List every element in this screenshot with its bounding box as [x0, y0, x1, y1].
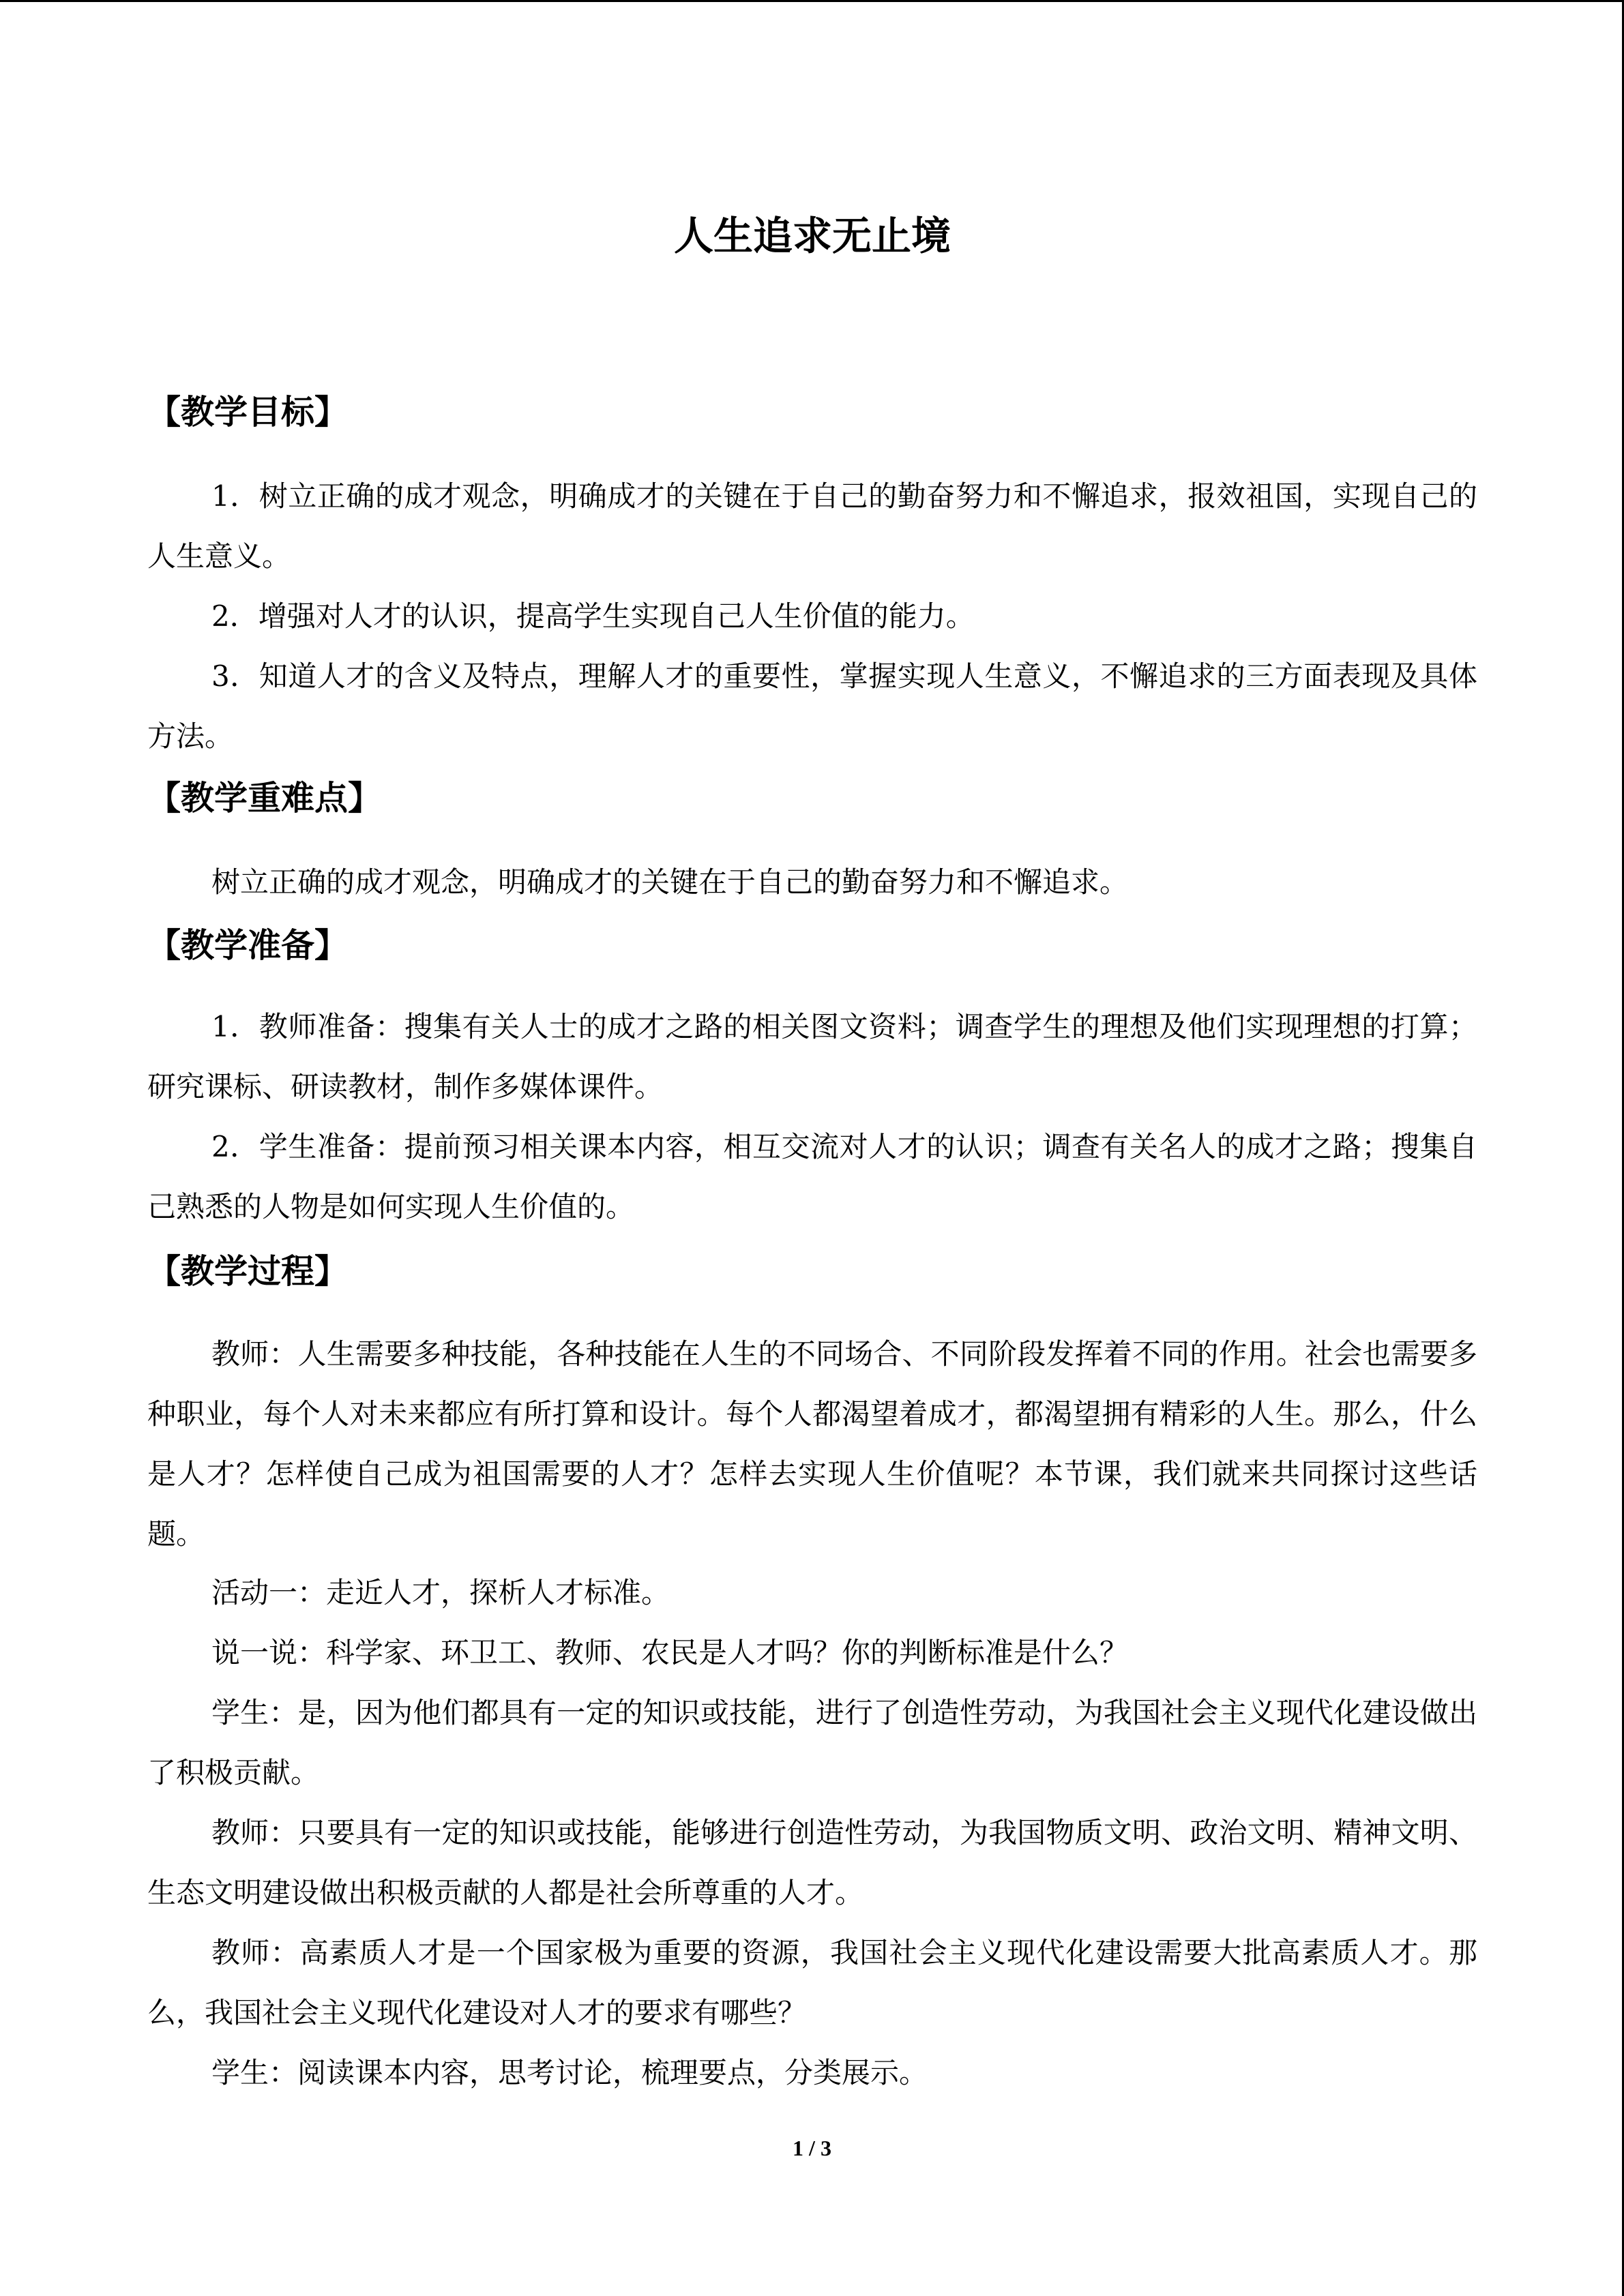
- key-point-item: 树立正确的成才观念，明确成才的关键在于自己的勤奋努力和不懈追求。: [211, 865, 1129, 899]
- preparation-item: 2．学生准备：提前预习相关课本内容，相互交流对人才的认识；调查有关名人的成才之路；搜集自己熟悉的人物是如何实现人生价值的。: [147, 1130, 1477, 1223]
- process-item: 活动一：走近人才，探析人才标准。: [211, 1576, 670, 1609]
- preparation-item: 1．教师准备：搜集有关人士的成才之路的相关图文资料；调查学生的理想及他们实现理想的打算；研究课标、研读教材，制作多媒体课件。: [147, 1010, 1477, 1103]
- objective-item: 3．知道人才的含义及特点，理解人才的重要性，掌握实现人生意义，不懈追求的三方面表现及具体方法。: [147, 659, 1477, 753]
- process-item: 教师：只要具有一定的知识或技能，能够进行创造性劳动，为我国物质文明、政治文明、精神文明、生态文明建设做出积极贡献的人都是社会所尊重的人才。: [147, 1816, 1477, 1909]
- page-number: 1 / 3: [793, 2136, 831, 2160]
- process-item: 教师：人生需要多种技能，各种技能在人生的不同场合、不同阶段发挥着不同的作用。社会也需要多种职业，每个人对未来都应有所打算和设计。每个人都渴望着成才，都渴望拥有精彩的人生。那么，什么是人才？怎样使自己成为祖国需要的人才？怎样去实现人生价值呢？本节课，我们就来共同探讨这些话题。: [147, 1337, 1477, 1551]
- section-heading-preparation: 【教学准备】: [147, 926, 349, 965]
- process-item: 教师：高素质人才是一个国家极为重要的资源，我国社会主义现代化建设需要大批高素质人才。那么，我国社会主义现代化建设对人才的要求有哪些？: [147, 1936, 1477, 2029]
- objective-item: 1．树立正确的成才观念，明确成才的关键在于自己的勤奋努力和不懈追求，报效祖国，实现自己的人生意义。: [147, 479, 1477, 573]
- section-heading-objectives: 【教学目标】: [147, 393, 349, 432]
- objective-item: 2．增强对人才的认识，提高学生实现自己人生价值的能力。: [211, 599, 975, 633]
- document-title: 人生追求无止境: [673, 213, 951, 259]
- section-heading-process: 【教学过程】: [147, 1252, 349, 1291]
- section-heading-key-points: 【教学重难点】: [147, 779, 382, 818]
- process-item: 学生：是，因为他们都具有一定的知识或技能，进行了创造性劳动，为我国社会主义现代化建设做出了积极贡献。: [147, 1696, 1477, 1789]
- process-item: 学生：阅读课本内容，思考讨论，梳理要点，分类展示。: [211, 2056, 928, 2089]
- process-item: 说一说：科学家、环卫工、教师、农民是人才吗？你的判断标准是什么？: [211, 1636, 1129, 1669]
- top-border-line: [0, 0, 1624, 2]
